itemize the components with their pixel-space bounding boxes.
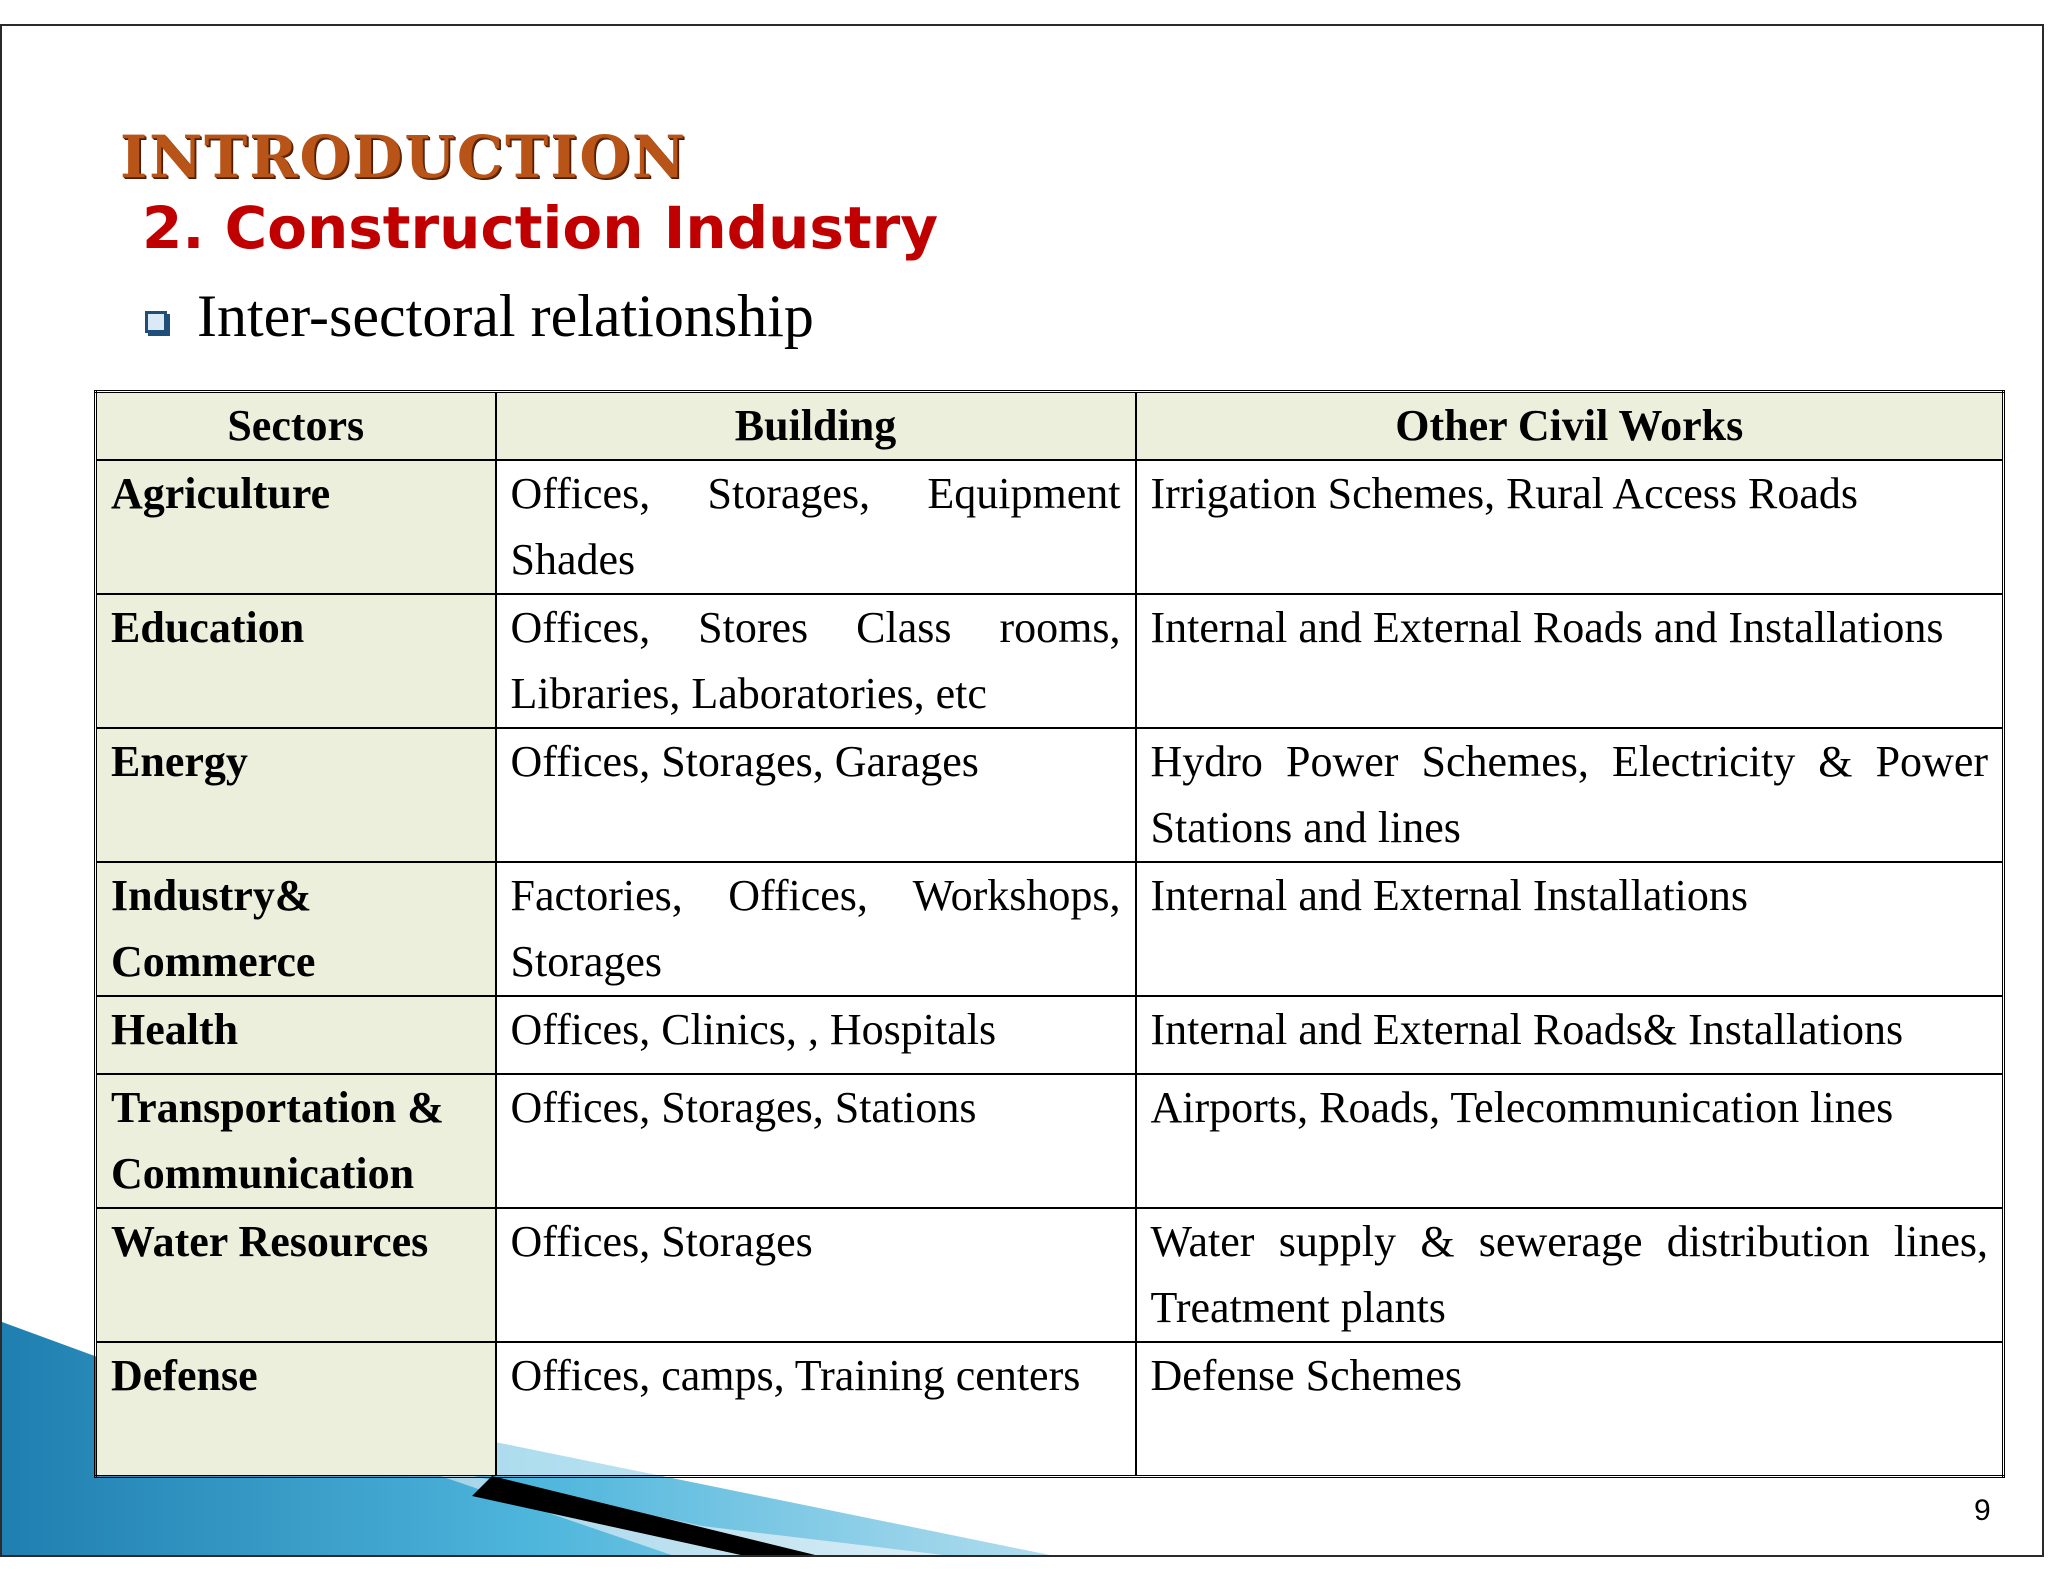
other-works-cell: Hydro Power Schemes, Electricity & Power Stations and lines <box>1136 728 2004 862</box>
other-works-cell: Internal and External Installations <box>1136 862 2004 996</box>
sector-cell: Industry& Commerce <box>96 862 496 996</box>
building-cell: Offices, Storages <box>496 1208 1136 1342</box>
building-cell: Factories, Offices, Workshops, Storages <box>496 862 1136 996</box>
other-works-cell: Internal and External Roads& Installations <box>1136 996 2004 1074</box>
other-works-cell: Defense Schemes <box>1136 1342 2004 1477</box>
table-row <box>96 1342 2004 1477</box>
building-cell: Offices, Storages, Garages <box>496 728 1136 862</box>
other-works-cell: Airports, Roads, Telecommunication lines <box>1136 1074 2004 1208</box>
header-sectors: Sectors <box>96 392 496 461</box>
header-building: Building <box>496 392 1136 461</box>
sector-cell: Defense <box>96 1342 496 1477</box>
table-row <box>96 1208 2004 1342</box>
other-works-cell: Water supply & sewerage distribution lines, Treatment plants <box>1136 1208 2004 1342</box>
table-header-row <box>96 392 2004 461</box>
page-title: INTRODUCTION <box>120 123 687 191</box>
sector-cell: Water Resources <box>96 1208 496 1342</box>
table-row <box>96 862 2004 996</box>
table-row <box>96 460 2004 594</box>
sector-cell: Education <box>96 594 496 728</box>
header-other-civil-works: Other Civil Works <box>1136 392 2004 461</box>
table-row <box>96 996 2004 1074</box>
sector-cell: Health <box>96 996 496 1074</box>
section-subtitle: 2. Construction Industry <box>142 194 939 262</box>
table-row <box>96 594 2004 728</box>
building-cell: Offices, Clinics, , Hospitals <box>496 996 1136 1074</box>
table-row <box>96 1074 2004 1208</box>
sector-cell: Agriculture <box>96 460 496 594</box>
other-works-cell: Irrigation Schemes, Rural Access Roads <box>1136 460 2004 594</box>
bullet-text: Inter-sectoral relationship <box>197 283 814 349</box>
building-cell: Offices, Storages, Stations <box>496 1074 1136 1208</box>
sector-relationship-table <box>94 390 2005 1478</box>
square-bullet-icon <box>145 311 167 333</box>
sector-cell: Transportation & Communication <box>96 1074 496 1208</box>
sector-cell: Energy <box>96 728 496 862</box>
page-number: 9 <box>1974 1494 1991 1527</box>
table-row <box>96 728 2004 862</box>
bullet-point <box>145 283 814 349</box>
other-works-cell: Internal and External Roads and Installations <box>1136 594 2004 728</box>
building-cell: Offices, Stores Class rooms, Libraries, Laboratories, etc <box>496 594 1136 728</box>
building-cell: Offices, camps, Training centers <box>496 1342 1136 1477</box>
building-cell: Offices, Storages, Equipment Shades <box>496 460 1136 594</box>
